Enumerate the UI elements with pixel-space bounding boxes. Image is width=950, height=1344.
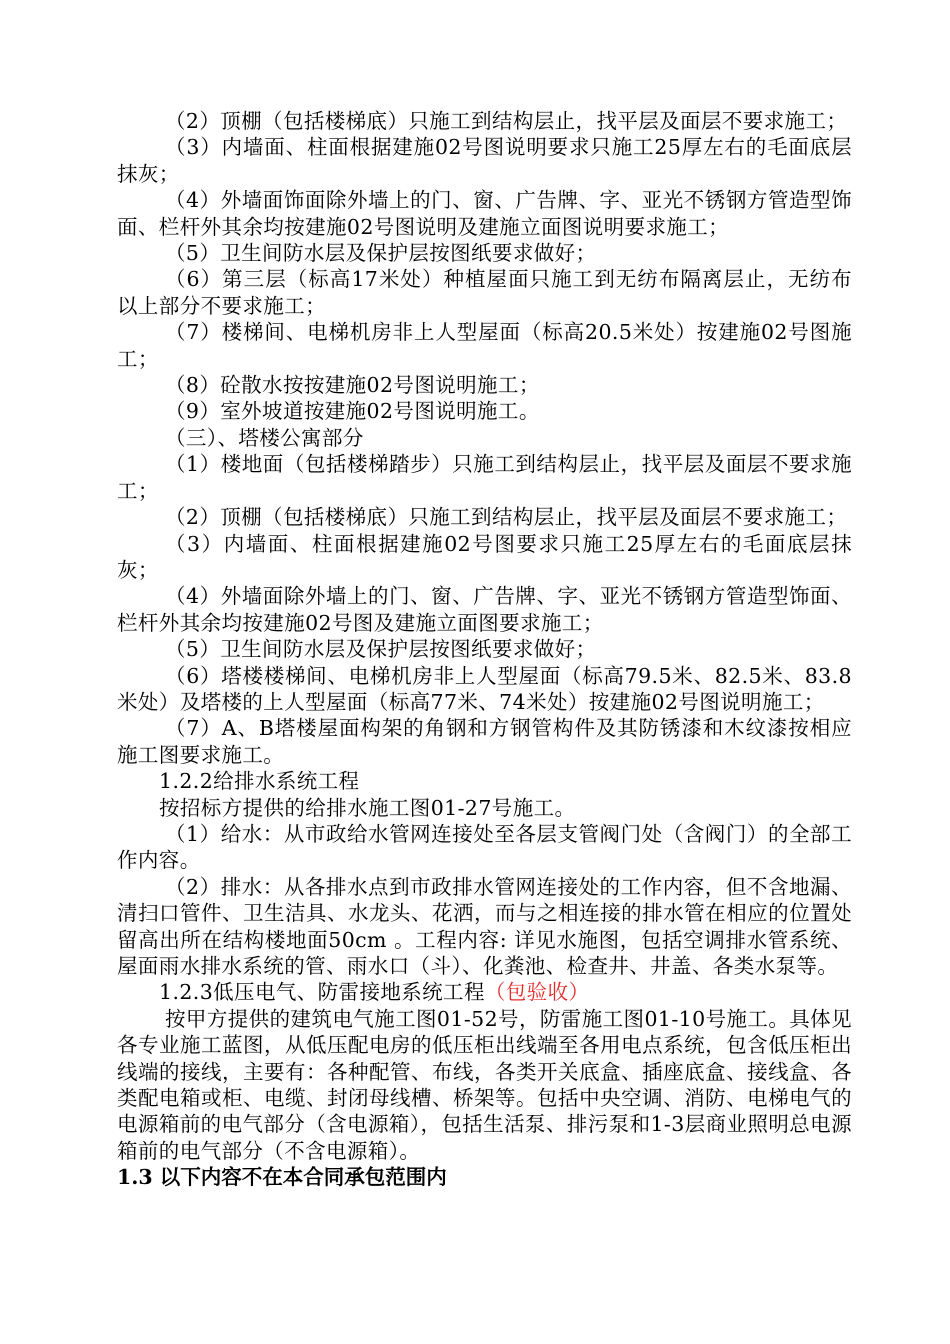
paragraph-bathroom-waterproof-podium: （5）卫生间防水层及保护层按图纸要求做好； xyxy=(165,241,597,266)
paragraph-water-supply: （1）给水：从市政给水管网连接处至各层支管阀门处（含阀门）的全部工作内容。 xyxy=(117,821,852,873)
paragraph-ceiling-tower: （2）顶棚（包括楼梯底）只施工到结构层止，找平层及面层不要求施工； xyxy=(165,505,848,530)
section-heading-electrical xyxy=(117,979,852,1005)
paragraph-exterior-wall-podium: （4）外墙面饰面除外墙上的门、窗、广告牌、字、亚光不锈钢方管造型饰面、栏杆外其余均按建施02号图说明及建施立面图说明要求施工； xyxy=(117,188,852,239)
paragraph-floor-tower: （1）楼地面（包括楼梯踏步）只施工到结构层止，找平层及面层不要求施工； xyxy=(117,452,852,503)
paragraph-electrical-scope: 按甲方提供的建筑电气施工图01-52号，防雷施工图01-10号施工。具体见各专业施工蓝图，从低压配电房的低压柜出线端至各用电点系统，包含低压柜出线端的接线，主要有：各种配管、布线，各类开关底盒、插座底盒、接线盒、各类配电箱或柜、电缆、封闭母线槽、桥架等。包括中央空调、消防、电梯电气的电源箱前的电气部分（含电源箱），包括生活泵、排污泵和1-3层商业照明总电源箱前的电气部分（不含电源箱）。 xyxy=(117,1006,852,1163)
paragraph-drainage: （2）排水：从各排水点到市政排水管网连接处的工作内容，但不含地漏、清扫口管件、卫生洁具、水龙头、花洒，而与之相连接的排水管在相应的位置处留高出所在结构楼地面50cm 。工程内容: 详见水施图，包括空调排水管系统、屋面雨水排水系统的管、雨水口（斗）、化粪池、检查井、井盖、各类水泵等。 xyxy=(117,874,852,978)
paragraph-ramp: （9）室外坡道按建施02号图说明施工。 xyxy=(165,399,540,424)
paragraph-plumbing-intro: 按招标方提供的给排水施工图01-27号施工。 xyxy=(159,795,576,820)
section-heading-exclusions: 1.3 以下内容不在本合同承包范围内 xyxy=(117,1165,447,1190)
section-heading-electrical-title: 1.2.3低压电气、防雷接地系统工程 xyxy=(159,980,485,1005)
paragraph-exterior-wall-tower: （4）外墙面除外墙上的门、窗、广告牌、字、亚光不锈钢方管造型饰面、栏杆外其余均按建施02号图及建施立面图要求施工； xyxy=(117,584,852,635)
paragraph-ceiling-podium: （2）顶棚（包括楼梯底）只施工到结构层止，找平层及面层不要求施工； xyxy=(165,109,848,133)
section-heading-plumbing: 1.2.2给排水系统工程 xyxy=(159,769,360,794)
paragraph-tower-roof: （6）塔楼楼梯间、电梯机房非上人型屋面（标高79.5米、82.5米、83.8米处）及塔楼的上人型屋面（标高77米、74米处）按建施02号图说明施工； xyxy=(117,663,852,714)
subsection-tower-apartment: （三）、塔楼公寓部分 xyxy=(165,425,364,450)
paragraph-interior-wall-podium: （3）内墙面、柱面根据建施02号图说明要求只施工25厚左右的毛面底层抹灰； xyxy=(117,135,852,186)
paragraph-planted-roof: （6）第三层（标高17米处）种植屋面只施工到无纺布隔离层止，无纺布以上部分不要求施工； xyxy=(117,267,852,318)
paragraph-stair-roof-podium: （7）楼梯间、电梯机房非上人型屋面（标高20.5米处）按建施02号图施工； xyxy=(117,320,852,371)
paragraph-roof-frame: （7）A、B塔楼屋面构架的角钢和方钢管构件及其防锈漆和木纹漆按相应施工图要求施工。 xyxy=(117,716,852,767)
paragraph-bathroom-waterproof-tower: （5）卫生间防水层及保护层按图纸要求做好； xyxy=(165,637,597,662)
document-page xyxy=(117,108,852,1191)
paragraph-interior-wall-tower: （3）内墙面、柱面根据建施02号图要求只施工25厚左右的毛面底层抹灰； xyxy=(117,531,852,582)
acceptance-note: （包验收） xyxy=(484,980,590,1005)
paragraph-apron: （8）砼散水按按建施02号图说明施工； xyxy=(165,373,540,398)
